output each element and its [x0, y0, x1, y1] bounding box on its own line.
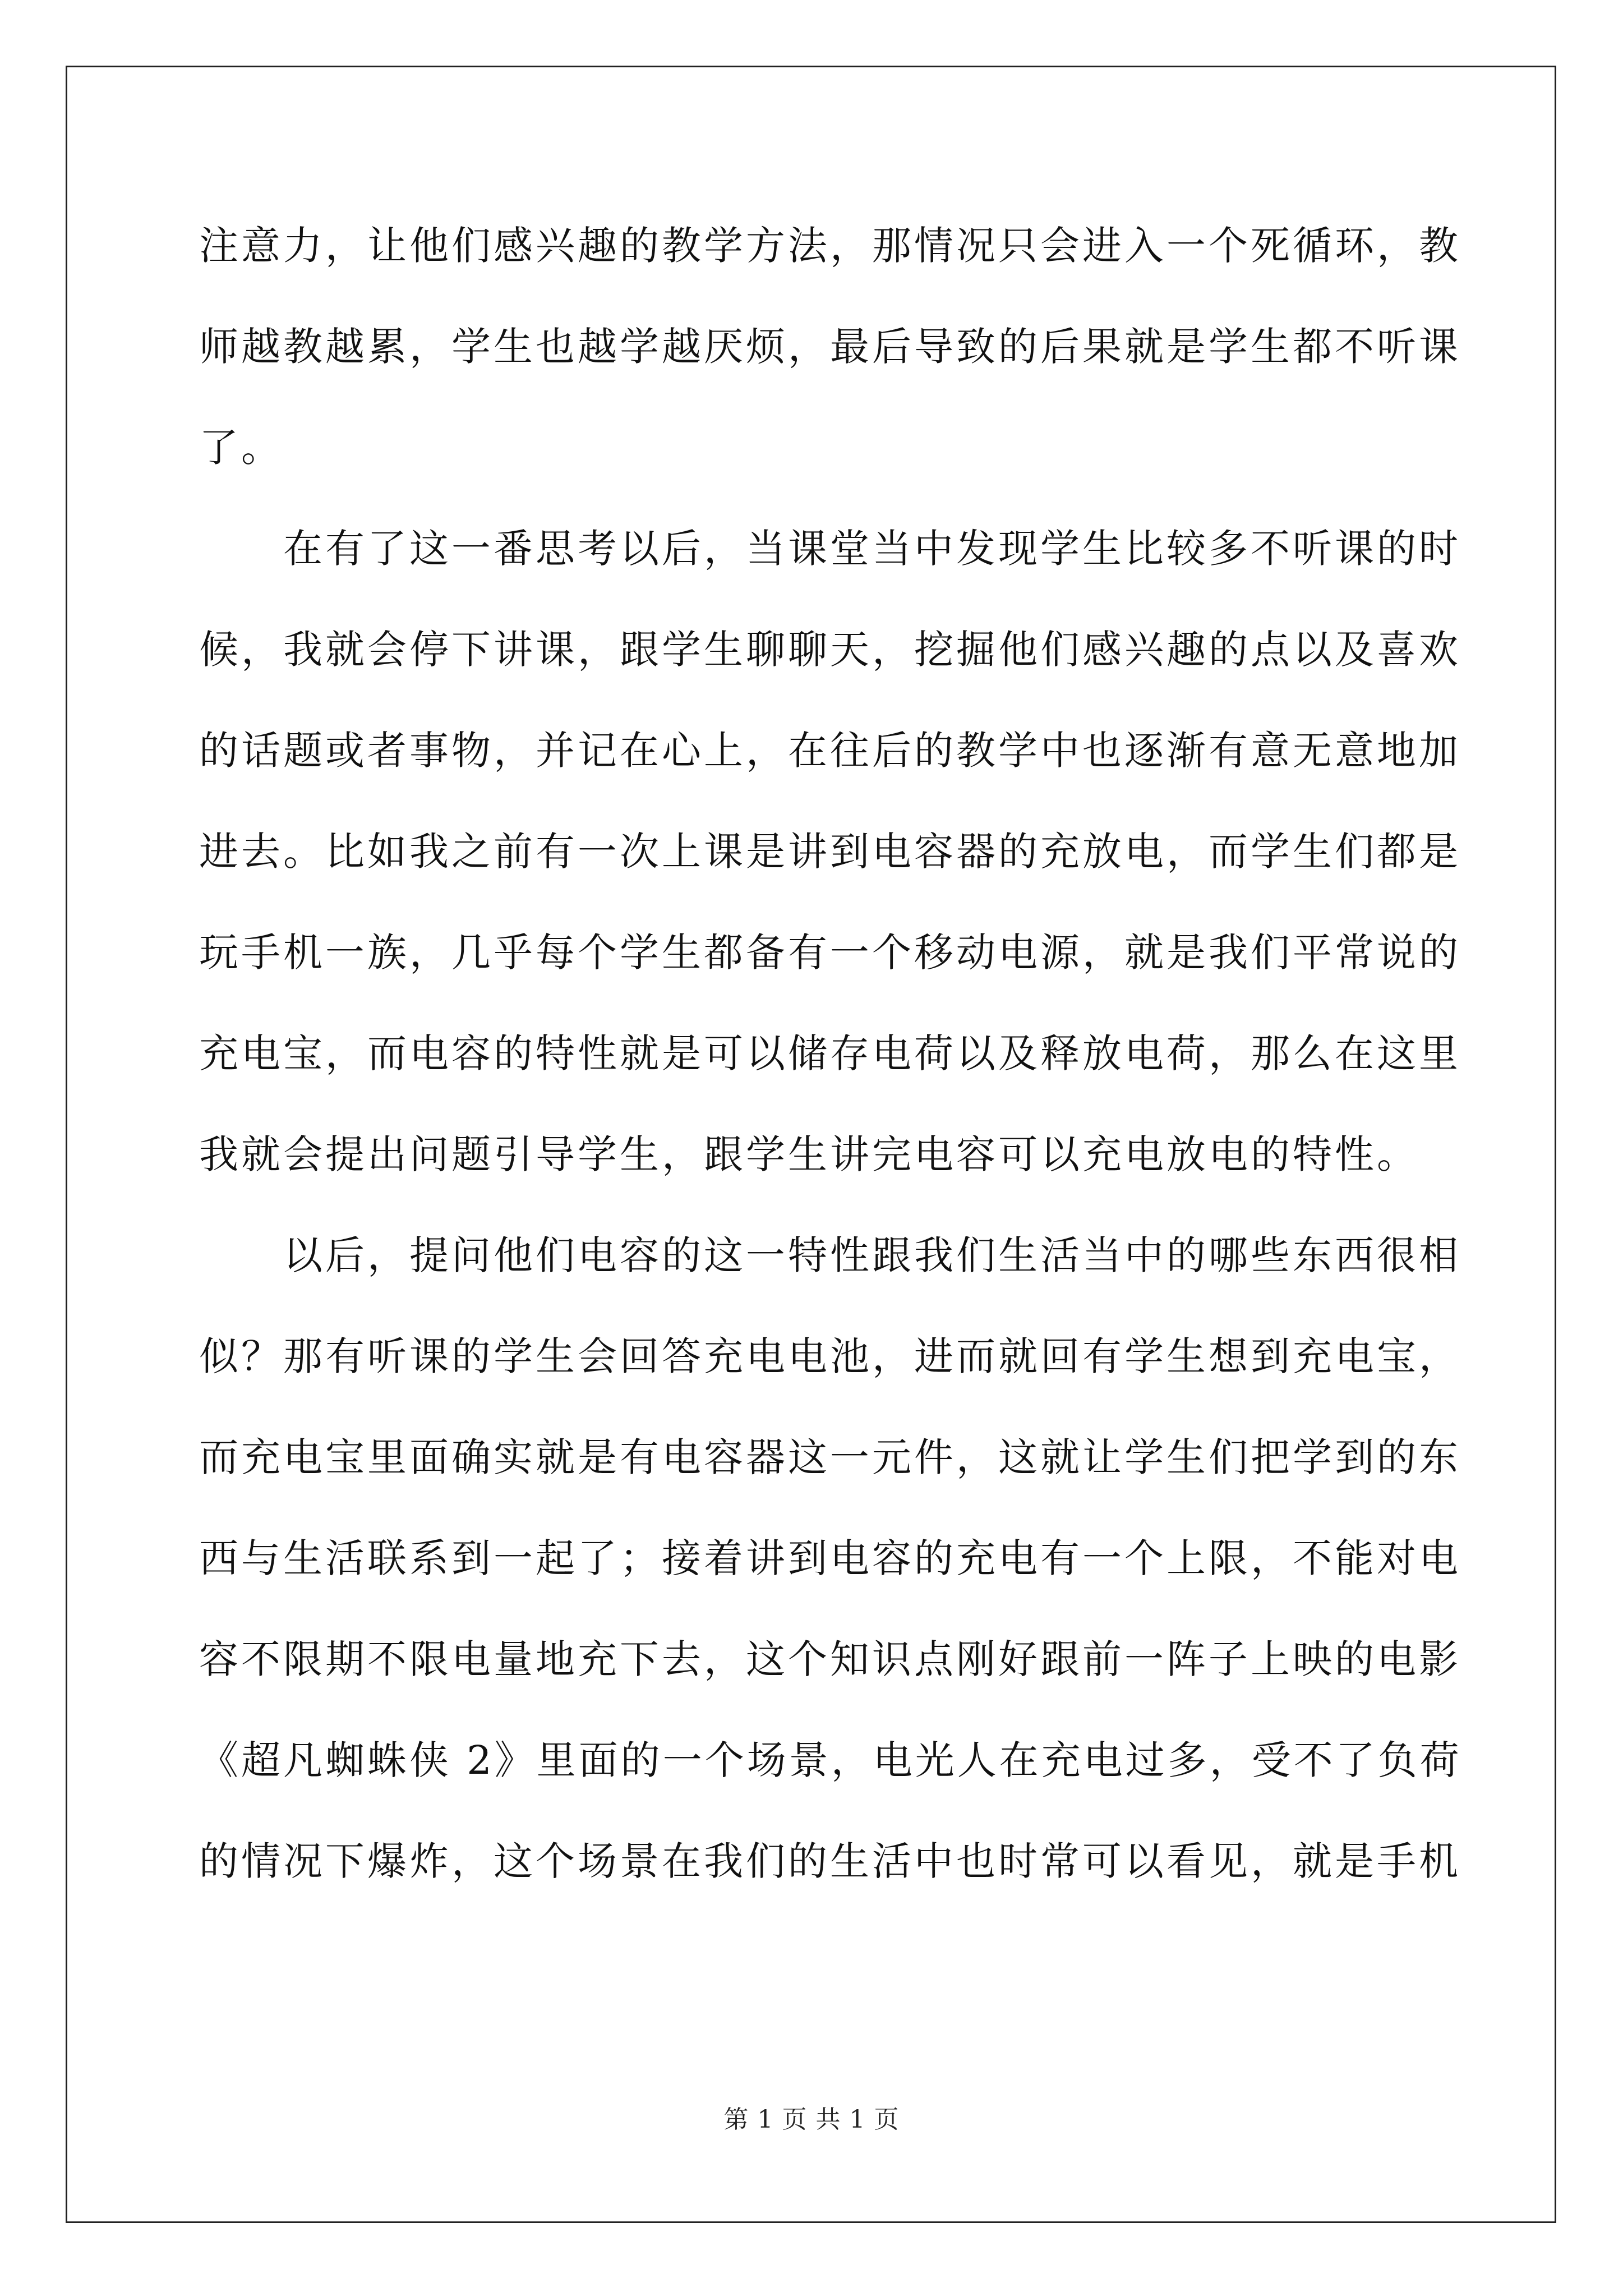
text-line: 在有了这一番思考以后，当课堂当中发现学生比较多不听课的时 — [283, 526, 1461, 572]
text-line: 候，我就会停下讲课，跟学生聊聊天，挖掘他们感兴趣的点以及喜欢 — [199, 627, 1461, 673]
text-line: 进去。比如我之前有一次上课是讲到电容器的充放电，而学生们都是 — [199, 829, 1461, 875]
text-line: 我就会提出问题引导学生，跟学生讲完电容可以充电放电的特性。 — [199, 1131, 1419, 1177]
text-line: 了。 — [199, 425, 283, 471]
page-number-footer: 第 1 页 共 1 页 — [723, 2105, 900, 2134]
text-line: 玩手机一族，几乎每个学生都备有一个移动电源，就是我们平常说的 — [199, 930, 1461, 976]
paragraph — [199, 1205, 1462, 1912]
text-line: 而充电宝里面确实就是有电容器这一元件，这就让学生们把学到的东 — [199, 1434, 1461, 1480]
paragraph — [199, 195, 1461, 498]
paragraph — [199, 498, 1461, 1205]
text-line: 容不限期不限电量地充下去，这个知识点刚好跟前一阵子上映的电影 — [199, 1636, 1461, 1682]
text-line: 师越教越累，学生也越学越厌烦，最后导致的后果就是学生都不听课 — [199, 324, 1461, 370]
text-line: 似？那有听课的学生会回答充电电池，进而就回有学生想到充电宝， — [199, 1333, 1461, 1379]
text-line: 充电宝，而电容的特性就是可以储存电荷以及释放电荷，那么在这里 — [199, 1030, 1461, 1076]
text-line: 的话题或者事物，并记在心上，在往后的教学中也逐渐有意无意地加 — [199, 728, 1461, 774]
text-line: 的情况下爆炸，这个场景在我们的生活中也时常可以看见，就是手机 — [199, 1838, 1461, 1884]
text-line: 西与生活联系到一起了；接着讲到电容的充电有一个上限，不能对电 — [199, 1535, 1461, 1581]
text-line: 以后，提问他们电容的这一特性跟我们生活当中的哪些东西很相 — [283, 1232, 1461, 1278]
text-line: 注意力，让他们感兴趣的教学方法，那情况只会进入一个死循环，教 — [199, 223, 1461, 269]
document-body — [199, 195, 1462, 1912]
text-line: 《超凡蜘蛛侠 2》里面的一个场景，电光人在充电过多，受不了负荷 — [199, 1737, 1462, 1783]
